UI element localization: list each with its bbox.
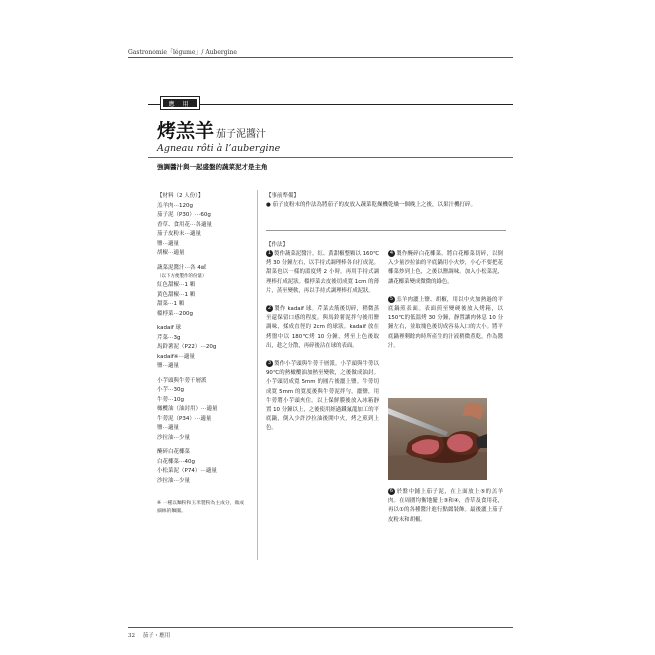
prep-header: 【事前準備】 xyxy=(266,193,300,199)
method-step-1 xyxy=(266,250,379,296)
step-number-badge: 5 xyxy=(389,295,394,302)
ingredient-section-title: 醃碎白花椰菜 xyxy=(157,449,191,455)
recipe-subtitle: Agneau rôti à l’aubergine xyxy=(157,143,281,154)
ingredient-item: 甜菜⋯1 顆 xyxy=(157,301,185,307)
recipe-title xyxy=(157,116,266,143)
ingredient-item: 小松菜泥（P74）⋯適量 xyxy=(157,468,217,474)
subtitle-rule xyxy=(148,157,513,158)
prep-block xyxy=(266,192,506,210)
ingredient-item: 胡椒⋯適量 xyxy=(157,250,185,256)
ingredient-item: 紅色甜椒⋯1 顆 xyxy=(157,282,196,288)
running-head: Gastronomie「légume」/ Aubergine xyxy=(128,49,237,56)
method-step-2 xyxy=(266,305,379,351)
ingredients-header: 【材料（2 人份）】 xyxy=(157,193,204,199)
footer-section: 茄子・應用 xyxy=(142,633,171,639)
page-footer xyxy=(128,631,170,639)
ingredient-item: 香草、食用花⋯各適量 xyxy=(157,221,213,228)
header-rule xyxy=(148,104,513,105)
section-badge-label: 應 用 xyxy=(163,99,197,107)
ingredient-item: 橄欖油（油封用）⋯適量 xyxy=(157,406,218,412)
recipe-title-secondary: 茄子泥醬汁 xyxy=(216,129,267,140)
tagline: 強調醬汁與一起盛盤的蔬菜泥才是主角 xyxy=(157,163,268,171)
method-header: 【作法】 xyxy=(266,242,289,248)
ingredients-list xyxy=(157,192,247,516)
method-step-4 xyxy=(388,250,503,287)
ingredient-item: 鹽⋯適量 xyxy=(157,425,180,431)
ingredient-item: 牛蒡泥（P34）⋯適量 xyxy=(157,415,212,422)
ingredient-item: 牛蒡⋯10g xyxy=(157,396,184,403)
step-text: 於盤中鋪上茄子泥，在上面放上⑤的羔羊肉。在周圍均衡地擺上③和④，香草及食用花，再以①的各種醬汁進行點綴裝飾。最後灑上茄子皮粉末和胡椒。 xyxy=(388,489,503,523)
ingredient-item: kadaif※⋯適量 xyxy=(157,353,195,360)
ingredient-item: 小芋⋯30g xyxy=(157,387,184,393)
ingredient-item: 沙拉油⋯少量 xyxy=(157,477,191,484)
step-number-badge: 3 xyxy=(267,360,272,367)
ingredient-item: 茄子皮粉末⋯適量 xyxy=(157,231,202,237)
ingredient-item: 茄子泥（P30）⋯60g xyxy=(157,212,211,218)
method-step-3 xyxy=(266,360,379,434)
step-number-badge: 2 xyxy=(267,305,272,312)
method-column-right xyxy=(388,250,503,360)
method-step-6 xyxy=(388,488,503,525)
ingredient-item: 黃色甜椒⋯1 顆 xyxy=(157,291,196,298)
ingredient-section-subtitle: （以下方便製作的份量） xyxy=(157,274,207,279)
step-text: 製作小芋頭與牛蒡千層派。小芋頭與牛蒡以 90℃的熱橄欖油加熱至變軟，之後做成油封。小芋頭切成寬 5mm 的圓片後灑上鹽。牛蒡切成寬 5mm 的寬度後與牛蒡泥拌勻，灑鹽，用牛蒡將小芋頭夾住。以上保鮮膜後放入冰箱靜置 10 分鐘以上，之後使用經過鐵氟龍加工的平底鍋，倒入少許沙拉油後開中火，烤之煎到上色。 xyxy=(266,361,379,432)
method-column-left xyxy=(266,250,379,443)
ingredient-section-title: kadaif 球 xyxy=(157,325,182,331)
ingredient-section-title: 小芋頭與牛蒡千層派 xyxy=(157,377,207,384)
step-number-badge: 4 xyxy=(389,250,394,256)
section-badge xyxy=(160,96,200,110)
ingredient-item: 沙拉油⋯少量 xyxy=(157,434,191,441)
step-number-badge: 6 xyxy=(389,488,394,494)
lamb-photo xyxy=(388,398,487,480)
ingredient-item: 芹菜⋯3g xyxy=(157,334,181,341)
ingredient-item: 馬鈴薯泥（P22）⋯20g xyxy=(157,344,217,350)
step-text: 羔羊肉灑上鹽、胡椒，用以中火加熱過的平底鍋煎表面。表面煎至變硬後放入烤箱，以 150℃的低溫烤 30 分鐘，靜置讓肉休息 10 分鐘左右，並取塊色後切成容易入口的大小。將平底鍋裡剩餘肉時所產生的汁液稍微煮乾，作為醬汁。 xyxy=(388,296,503,349)
bottom-rule xyxy=(128,627,513,628)
method-step-5 xyxy=(388,296,503,351)
ingredient-section-title: 蔬菜泥醬汁⋯各 4㎖ xyxy=(157,264,207,271)
step-text: 製作蔬菜泥醬汁。紅、黃甜椒整顆以 160℃烤 30 分鐘左右，以手持式調理棒各自打成泥。甜菜也以一樣的溫度烤 2 小時，再用手持式調理棒打成泥狀。榲桲菜去皮後切成寬 1cm 的薄片，蒸至變軟，再以手持式調理棒打成泥狀。 xyxy=(266,251,379,294)
prep-text: ● 茄子皮粉末的作法為將茄子的皮放入蔬菜乾燥機乾燥一個晚上之後，以果汁機打碎。 xyxy=(266,202,477,208)
ingredient-item: 羔羊肉⋯120g xyxy=(157,202,193,209)
page-number: 32 xyxy=(128,633,135,639)
ingredient-item: 鹽⋯適量 xyxy=(157,363,180,369)
lamb-illustration xyxy=(388,398,487,480)
method-column-right-continued xyxy=(388,488,503,534)
ingredient-item: 鹽⋯適量 xyxy=(157,240,180,247)
ingredient-item: 榲桲菜⋯200g xyxy=(157,310,193,317)
ingredient-item: 白花椰菜⋯40g xyxy=(157,458,195,465)
ingredients-footnote: ※ 一種以麵粉和玉米製粉為主成分，做成細絲的麵團。 xyxy=(157,501,245,514)
column-divider xyxy=(257,190,258,560)
step-text: 製作醃碎白花椰菜。將白花椰菜切碎，以倒入少量沙拉油的平底鍋用小火炒，小心不要把花椰菜炒到上色，之後以鹽調味。加入小松菜泥，讓花椰菜變成微微的綠色。 xyxy=(388,251,503,285)
step-number-badge: 1 xyxy=(267,250,272,256)
method-rule xyxy=(266,230,506,231)
step-text: 製作 kadaif 球。芹菜去筋後切碎，稍微蒸至還保留口感的程度。與馬鈴薯泥拌勻後用鹽調味，揉成直徑約 2cm 的球狀。kadaif 放在烤盤中以 180℃烤 10 分鐘，烤至上色後取出，趁之分散，再碎後沾在球的表面。 xyxy=(266,306,379,349)
recipe-title-main: 烤羔羊 xyxy=(157,120,215,142)
top-rule xyxy=(128,57,513,58)
